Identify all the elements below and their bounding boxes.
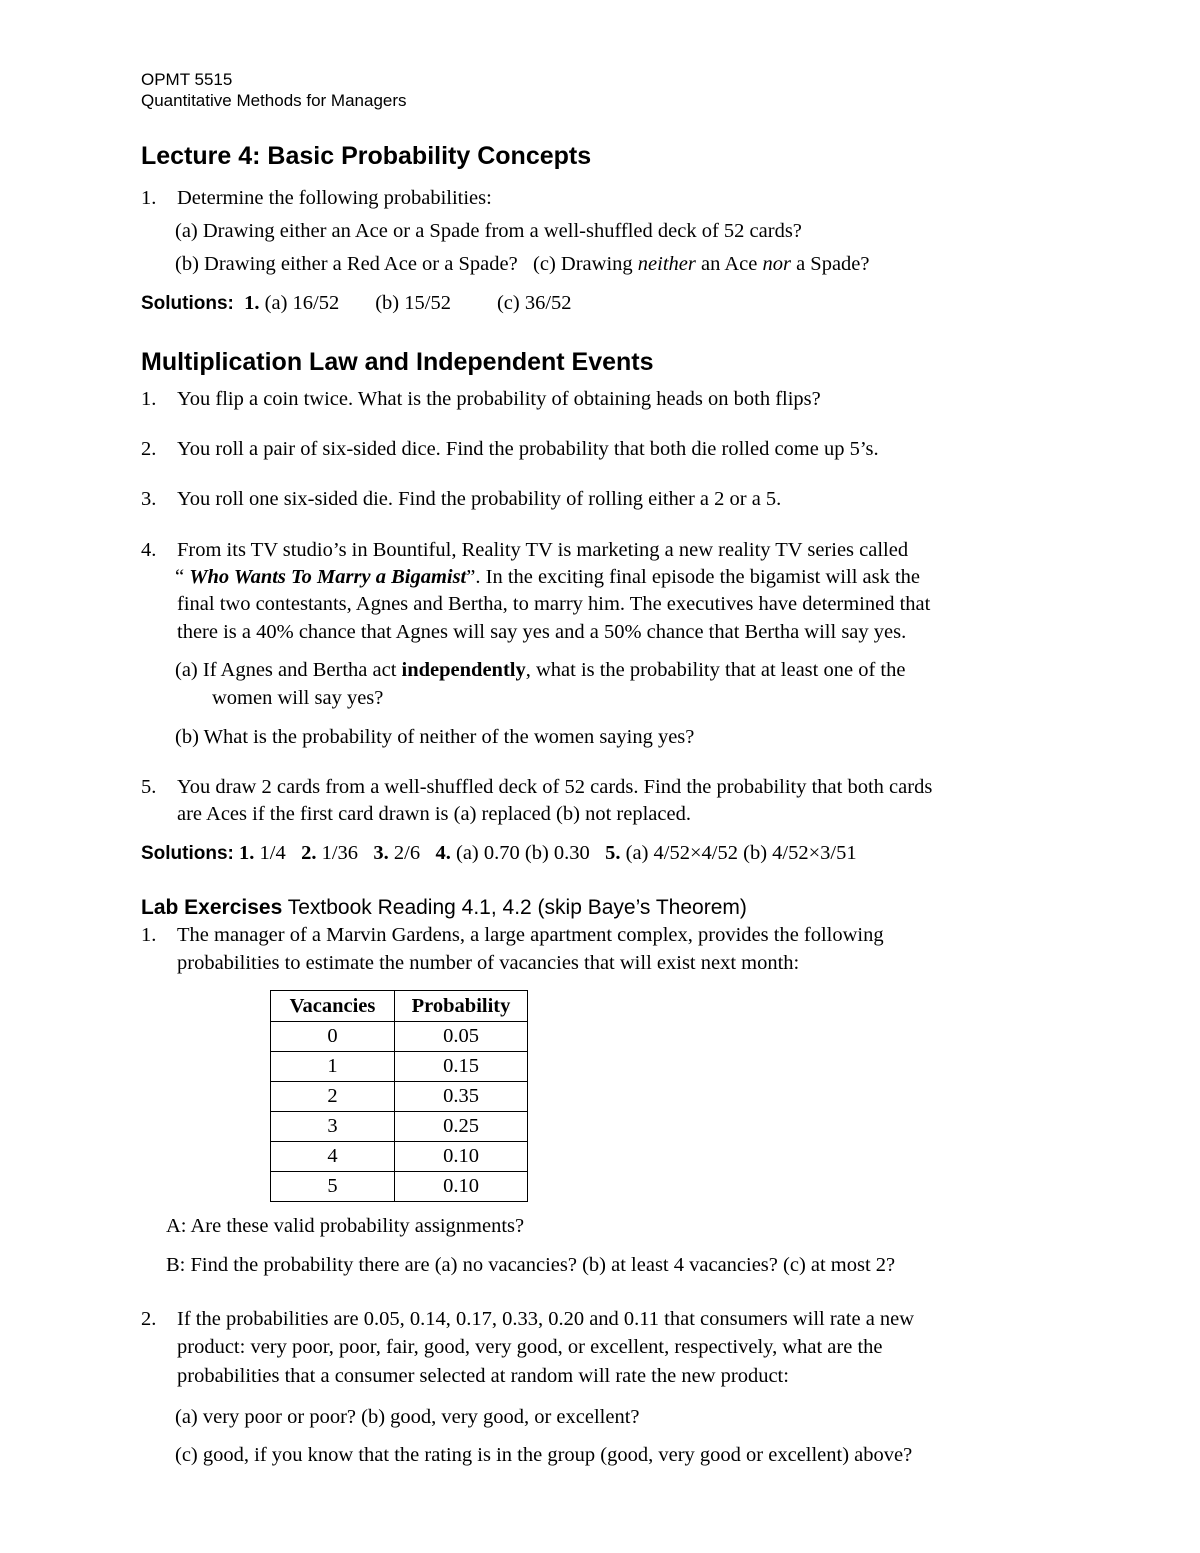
table-row bbox=[271, 1022, 528, 1052]
lab-title-bold: Lab Exercises bbox=[141, 896, 283, 919]
lecture-solutions bbox=[141, 292, 572, 315]
mult-q4a-line1 bbox=[175, 659, 905, 682]
course-name: Quantitative Methods for Managers bbox=[141, 91, 407, 110]
mult-sol-1-text: 1/4 bbox=[254, 842, 286, 864]
mult-sol-2-num: 2. bbox=[301, 842, 317, 864]
vacancies-probability-table bbox=[270, 990, 528, 1202]
mult-sol-5-text: (a) 4/52×4/52 (b) 4/52×3/51 bbox=[620, 842, 857, 864]
lab-q2-part-a-b: (a) very poor or poor? (b) good, very good, or excellent? bbox=[175, 1406, 640, 1428]
mult-item-1-number: 1. bbox=[141, 388, 157, 410]
lab-title-rest: Textbook Reading 4.1, 4.2 (skip Baye’s Theorem) bbox=[282, 896, 747, 919]
lab-q1-number: 1. bbox=[141, 924, 157, 946]
probability-cell: 0.25 bbox=[395, 1112, 528, 1142]
vacancies-cell: 1 bbox=[271, 1052, 395, 1082]
lecture-q1b: (b) Drawing either a Red Ace or a Spade? bbox=[175, 253, 518, 275]
table-row bbox=[271, 1172, 528, 1202]
lecture-sol-b: (b) 15/52 bbox=[375, 292, 451, 314]
mult-q4-line2-rest: In the exciting final episode the bigamist will ask the bbox=[480, 566, 921, 588]
mult-q5-line1: You draw 2 cards from a well-shuffled deck of 52 cards. Find the probability that both cards bbox=[177, 776, 933, 798]
lecture-q1c-neither: neither bbox=[637, 253, 696, 275]
mult-sol-1-num: 1. bbox=[239, 842, 255, 864]
mult-q5-line2: are Aces if the first card drawn is (a) replaced (b) not replaced. bbox=[177, 803, 691, 825]
lecture-q1b-q1c bbox=[175, 253, 870, 276]
lab-q2-line1: If the probabilities are 0.05, 0.14, 0.17, 0.33, 0.20 and 0.11 that consumers will rate a new bbox=[177, 1308, 915, 1330]
mult-item-1-text: You flip a coin twice. What is the probability of obtaining heads on both flips? bbox=[177, 388, 821, 410]
mult-item-5-number: 5. bbox=[141, 776, 157, 798]
table-row bbox=[271, 1052, 528, 1082]
mult-q4b: (b) What is the probability of neither of the women saying yes? bbox=[175, 726, 695, 748]
mult-q4-line3: final two contestants, Agnes and Bertha, to marry him. The executives have determined that bbox=[177, 593, 931, 615]
mult-sol-4-text: (a) 0.70 (b) 0.30 bbox=[450, 842, 590, 864]
lab-q2-number: 2. bbox=[141, 1308, 157, 1330]
lab-q1-line1: The manager of a Marvin Gardens, a large apartment complex, provides the following bbox=[177, 924, 884, 946]
lecture-sol-1: 1. bbox=[244, 292, 260, 314]
mult-q4-line2 bbox=[175, 566, 920, 589]
mult-q4-show-title: Who Wants To Marry a Bigamist bbox=[189, 566, 467, 588]
table-row bbox=[271, 1112, 528, 1142]
lab-q1-part-a: A: Are these valid probability assignments? bbox=[166, 1215, 525, 1237]
mult-q4a-prefix: (a) If Agnes and Bertha act bbox=[175, 659, 402, 681]
mult-item-3-number: 3. bbox=[141, 488, 157, 510]
probability-cell: 0.10 bbox=[395, 1172, 528, 1202]
mult-q4-line4: there is a 40% chance that Agnes will say yes and a 50% chance that Bertha will say yes. bbox=[177, 621, 907, 643]
lab-q1-part-b: B: Find the probability there are (a) no vacancies? (b) at least 4 vacancies? (c) at most 2? bbox=[166, 1254, 896, 1276]
probability-cell: 0.05 bbox=[395, 1022, 528, 1052]
lab-q1-line2: probabilities to estimate the number of vacancies that will exist next month: bbox=[177, 952, 800, 974]
mult-q4-line1: From its TV studio’s in Bountiful, Reality TV is marketing a new reality TV series called bbox=[177, 539, 909, 561]
mult-sol-3-num: 3. bbox=[373, 842, 389, 864]
mult-solutions-label: Solutions: bbox=[141, 843, 234, 864]
column-header-probability: Probability bbox=[395, 991, 528, 1022]
lab-exercises-heading bbox=[141, 896, 747, 920]
lecture-q1a: (a) Drawing either an Ace or a Spade from a well-shuffled deck of 52 cards? bbox=[175, 220, 802, 242]
mult-q4a-bold: independently bbox=[401, 659, 526, 681]
mult-sol-3-text: 2/6 bbox=[388, 842, 421, 864]
mult-solutions bbox=[141, 842, 857, 865]
probability-cell: 0.15 bbox=[395, 1052, 528, 1082]
mult-sol-4-num: 4. bbox=[435, 842, 451, 864]
mult-item-2-text: You roll a pair of six-sided dice. Find the probability that both die rolled come up 5’s. bbox=[177, 438, 879, 460]
table-row bbox=[271, 1082, 528, 1112]
lecture-q1c-suffix: a Spade? bbox=[790, 253, 870, 275]
vacancies-cell: 3 bbox=[271, 1112, 395, 1142]
mult-item-3-text: You roll one six-sided die. Find the probability of rolling either a 2 or a 5. bbox=[177, 488, 782, 510]
table-header-row bbox=[271, 991, 528, 1022]
vacancies-cell: 2 bbox=[271, 1082, 395, 1112]
lecture-sol-a: (a) 16/52 bbox=[264, 292, 340, 314]
mult-sol-2-text: 1/36 bbox=[316, 842, 359, 864]
course-code: OPMT 5515 bbox=[141, 70, 233, 89]
vacancies-cell: 5 bbox=[271, 1172, 395, 1202]
lecture-q1c-prefix: (c) Drawing bbox=[533, 253, 638, 275]
solutions-label: Solutions: bbox=[141, 293, 234, 314]
lecture-q1c-nor: nor bbox=[762, 253, 791, 275]
vacancies-cell: 0 bbox=[271, 1022, 395, 1052]
probability-cell: 0.35 bbox=[395, 1082, 528, 1112]
mult-q4a-line2: women will say yes? bbox=[212, 687, 384, 709]
mult-q4a-suffix: , what is the probability that at least one of the bbox=[525, 659, 906, 681]
probability-cell: 0.10 bbox=[395, 1142, 528, 1172]
column-header-vacancies: Vacancies bbox=[271, 991, 395, 1022]
mult-q4-quote-open: “ bbox=[175, 566, 185, 588]
lecture-q1c-mid: an Ace bbox=[695, 253, 763, 275]
lab-q2-part-c: (c) good, if you know that the rating is in the group (good, very good or excellent) above? bbox=[175, 1444, 913, 1466]
lecture-sol-c: (c) 36/52 bbox=[496, 292, 572, 314]
lecture-q1-text: Determine the following probabilities: bbox=[177, 187, 492, 209]
lecture-title: Lecture 4: Basic Probability Concepts bbox=[141, 142, 592, 170]
multiplication-section-title: Multiplication Law and Independent Events bbox=[141, 348, 654, 376]
table-row bbox=[271, 1142, 528, 1172]
lab-q2-line3: probabilities that a consumer selected at random will rate the new product: bbox=[177, 1365, 789, 1387]
lecture-q1-number: 1. bbox=[141, 187, 157, 209]
lab-q2-line2: product: very poor, poor, fair, good, very good, or excellent, respectively, what are the bbox=[177, 1336, 883, 1358]
mult-sol-5-num: 5. bbox=[605, 842, 621, 864]
mult-q4-quote-close: ”. bbox=[466, 566, 481, 588]
mult-item-2-number: 2. bbox=[141, 438, 157, 460]
vacancies-cell: 4 bbox=[271, 1142, 395, 1172]
mult-item-4-number: 4. bbox=[141, 539, 157, 561]
